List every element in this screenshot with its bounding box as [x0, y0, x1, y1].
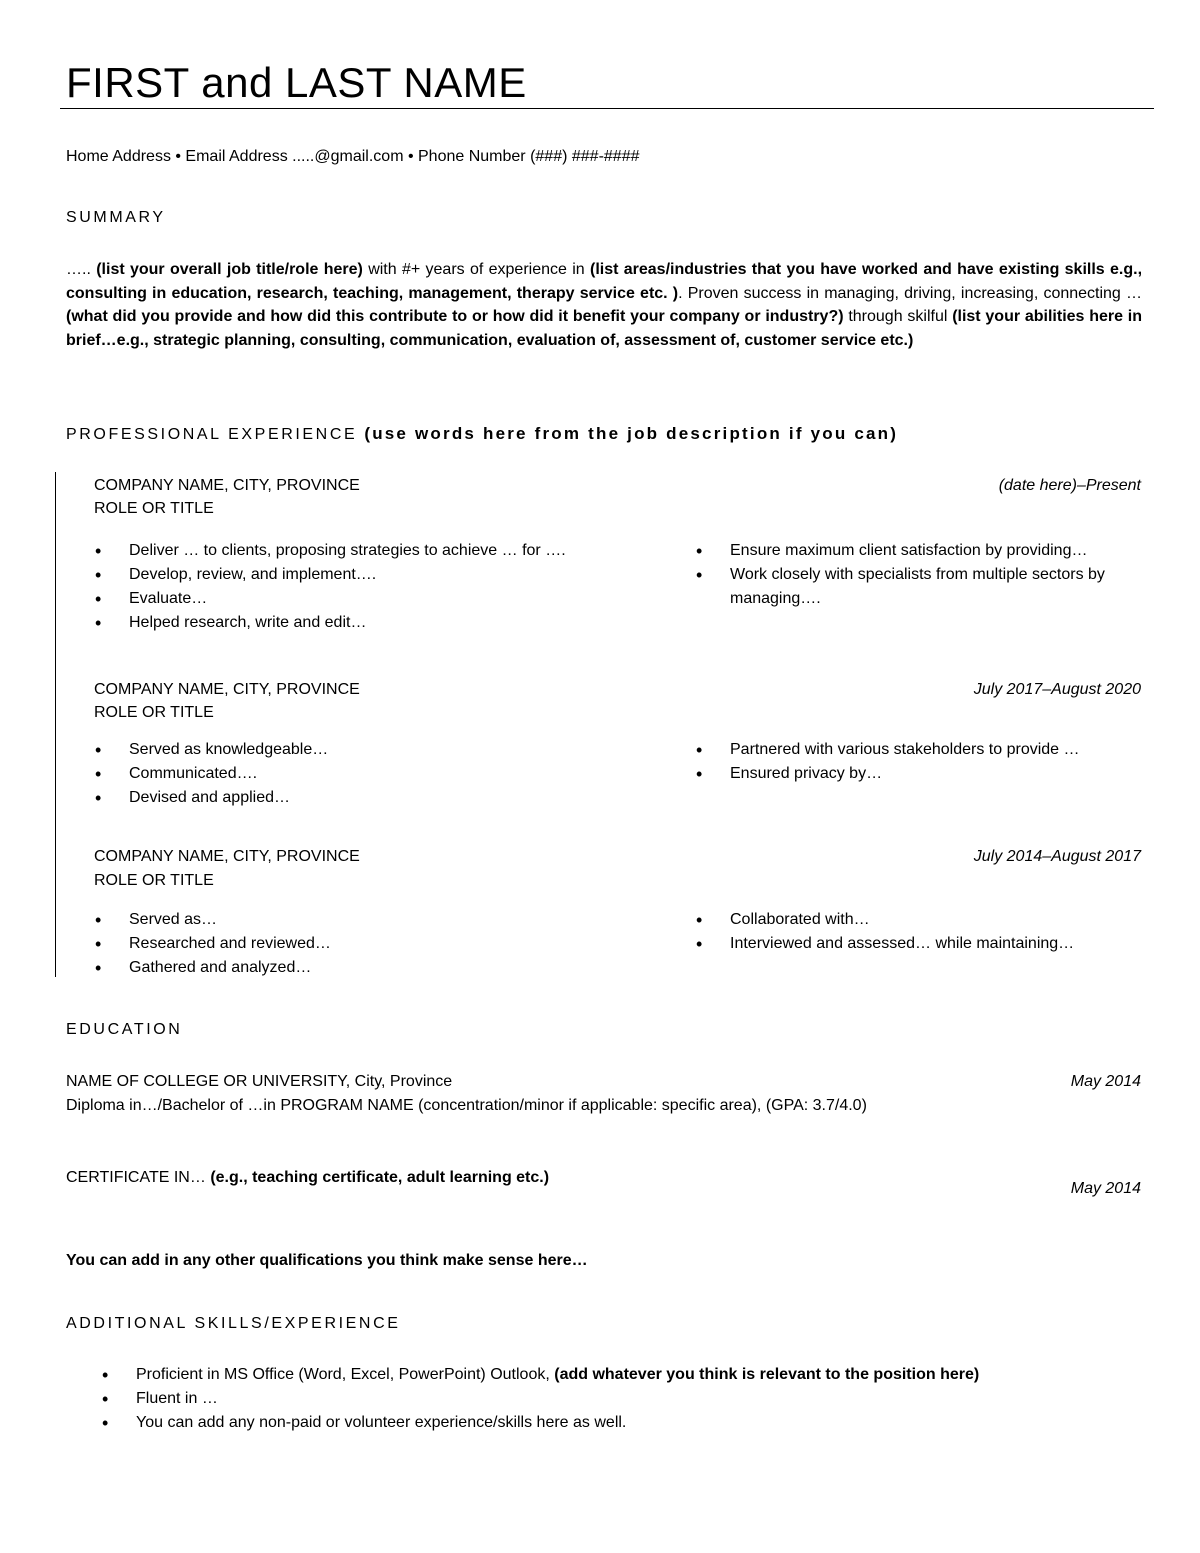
job-company: COMPANY NAME, CITY, PROVINCE	[94, 477, 360, 494]
summary-seg: through skilful	[843, 308, 953, 325]
skill-text: Proficient in MS Office (Word, Excel, PowerPoint) Outlook,	[136, 1366, 555, 1383]
summary-seg: (list your overall job title/role here)	[96, 261, 363, 278]
job-dates: (date here)–Present	[998, 477, 1141, 494]
list-item: • Ensure maximum client satisfaction by providing…	[696, 539, 1148, 563]
list-item: • Partnered with various stakeholders to provide …	[696, 738, 1148, 762]
certificate-detail: (e.g., teaching certificate, adult learning etc.)	[210, 1169, 550, 1186]
job-duties-left	[95, 908, 655, 980]
job-company: COMPANY NAME, CITY, PROVINCE	[94, 681, 360, 698]
job-dates: July 2017–August 2020	[973, 681, 1141, 698]
list-item: • Ensured privacy by…	[696, 762, 1148, 786]
summary-seg: (list areas/industries that you have worked and have existing skills e.g., consulting in education, research, teaching, management, therapy service etc. )	[66, 261, 1143, 302]
qualifications-note: You can add in any other qualifications you think make sense here…	[66, 1252, 588, 1269]
summary-seg: with #+ years of experience in	[362, 261, 590, 278]
experience-heading	[66, 423, 898, 446]
education-certificate	[66, 1166, 549, 1189]
education-diploma: Diploma in…/Bachelor of …in PROGRAM NAME (concentration/minor if applicable: specific area), (GPA: 3.7/4.0)	[66, 1097, 867, 1114]
experience-side-bar	[55, 472, 56, 977]
job-duties-left	[95, 539, 655, 635]
list-item: • Work closely with specialists from multiple sectors by managing….	[696, 563, 1148, 611]
certificate-label: CERTIFICATE IN…	[66, 1169, 211, 1186]
list-item	[102, 1363, 1032, 1387]
name-divider	[60, 108, 1154, 109]
education-school-date: May 2014	[1070, 1073, 1141, 1090]
job-duties-right	[696, 738, 1148, 786]
list-item: • Collaborated with…	[696, 908, 1148, 932]
list-item: • Communicated….	[95, 762, 655, 786]
job-role: ROLE OR TITLE	[94, 704, 214, 721]
list-item: • Served as…	[95, 908, 655, 932]
contact-line: Home Address • Email Address .....@gmail.com • Phone Number (###) ###-####	[66, 148, 640, 165]
skills-heading: ADDITIONAL SKILLS/EXPERIENCE	[66, 1315, 401, 1332]
list-item: • Fluent in …	[102, 1387, 1032, 1411]
summary-seg: . Proven success in managing, driving, increasing, connecting …	[678, 284, 1143, 302]
list-item: • Researched and reviewed…	[95, 932, 655, 956]
job-company: COMPANY NAME, CITY, PROVINCE	[94, 848, 360, 865]
education-heading: EDUCATION	[66, 1021, 183, 1038]
experience-heading-hint: (use words here from the job description if you can)	[364, 424, 899, 443]
experience-heading-label: PROFESSIONAL EXPERIENCE	[66, 426, 365, 443]
list-item: • Helped research, write and edit…	[95, 611, 655, 635]
job-role: ROLE OR TITLE	[94, 872, 214, 889]
education-school: NAME OF COLLEGE OR UNIVERSITY, City, Province	[66, 1073, 453, 1090]
job-duties-right	[696, 539, 1148, 611]
job-dates: July 2014–August 2017	[973, 848, 1141, 865]
skill-hint: (add whatever you think is relevant to the position here)	[554, 1366, 980, 1383]
list-item: • Gathered and analyzed…	[95, 956, 655, 980]
list-item: • Develop, review, and implement….	[95, 563, 655, 587]
education-certificate-date: May 2014	[1070, 1180, 1141, 1197]
job-role: ROLE OR TITLE	[94, 500, 214, 517]
candidate-name: FIRST and LAST NAME	[66, 59, 527, 106]
job-duties-left	[95, 738, 655, 810]
list-item: • Served as knowledgeable…	[95, 738, 655, 762]
list-item: • Interviewed and assessed… while maintaining…	[696, 932, 1148, 956]
list-item: • Deliver … to clients, proposing strategies to achieve … for ….	[95, 539, 655, 563]
list-item: • You can add any non-paid or volunteer experience/skills here as well.	[102, 1411, 1032, 1435]
summary-paragraph	[66, 258, 1142, 352]
summary-heading: SUMMARY	[66, 209, 166, 226]
skills-list	[102, 1363, 1032, 1435]
list-item: • Devised and applied…	[95, 786, 655, 810]
summary-seg: (what did you provide and how did this contribute to or how did it benefit your company or industry?)	[66, 308, 844, 325]
summary-seg: (list your abilities here in brief…e.g., strategic planning, consulting, communication, evaluation of, assessment of, customer service etc.)	[66, 308, 1143, 349]
list-item: • Evaluate…	[95, 587, 655, 611]
summary-seg: …..	[66, 261, 97, 278]
job-duties-right	[696, 908, 1148, 956]
